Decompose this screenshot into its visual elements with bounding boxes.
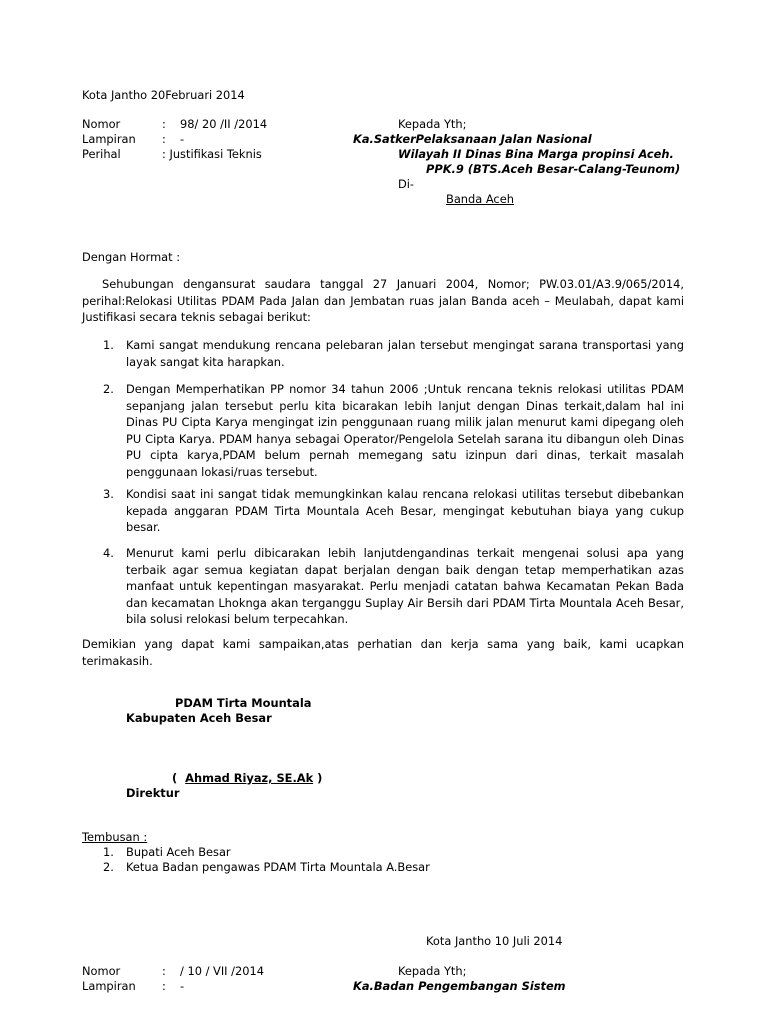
nomor-colon-2: :	[162, 964, 166, 978]
nomor-label: Nomor	[82, 117, 121, 131]
recipient-line-3: PPK.9 (BTS.Aceh Besar-Calang-Teunom)	[426, 162, 681, 176]
recipient-line-2: Wilayah II Dinas Bina Marga propinsi Aceh.	[398, 147, 674, 161]
recipient-di: Di-	[398, 177, 415, 191]
recipient-city: Banda Aceh	[446, 192, 514, 206]
lampiran-value: -	[180, 132, 185, 146]
org-name: PDAM Tirta Mountala	[175, 696, 312, 710]
signer-title: Direktur	[126, 786, 180, 800]
lampiran-label: Lampiran	[82, 132, 136, 146]
lampiran-row	[82, 131, 184, 147]
lampiran-value-2: -	[180, 979, 185, 993]
list-item-text: Menurut kami perlu dibicarakan lebih lanjutdengandinas terkait mengenai solusi apa yang terbaik agar semua kegiatan dapat berjalan dengan baik dengan tetap memperhatikan azas manfaat untuk kepentingan masyarakat. Perlu menjadi catatan bahwa Kecamatan Pekan Bada dan kecamatan Lhoknga akan terganggu Suplay Air Bersih dari PDAM Tirta Mountala Aceh Besar, bila solusi relokasi belum terpecahkan.	[126, 546, 684, 626]
lampiran-row-2	[82, 978, 184, 994]
list-item-text: Dengan Memperhatikan PP nomor 34 tahun 2006 ;Untuk rencana teknis relokasi utilitas PDAM sepanjang jalan tersebut perlu kita bicarakan lebih lanjut dengan Dinas terkait,dalam hal ini Dinas PU Cipta Karya mengingat izin penggunaan ruang milik jalan menurut kami dipegang oleh PU Cipta Karya. PDAM hanya sebagai Operator/Pengelola Setelah sarana itu dibangun oleh Dinas PU cipta karya,PDAM belum pernah memegang satu izinpun dari dinas, terkait masalah penggunaan lokasi/ruas tersebut.	[126, 382, 684, 479]
recipient-line-1: Ka.SatkerPelaksanaan Jalan Nasional	[353, 132, 592, 146]
tembusan-item-text: Bupati Aceh Besar	[126, 845, 231, 859]
list-item-number: 4.	[103, 546, 114, 560]
nomor-value: 98/ 20 /II /2014	[180, 117, 268, 131]
recipient-line-1-2: Ka.Badan Pengembangan Sistem	[353, 979, 566, 993]
perihal-row	[82, 146, 262, 162]
list-item	[103, 486, 684, 536]
lampiran-colon-2: :	[162, 979, 166, 993]
place-date: Kota Jantho 20Februari 2014	[82, 88, 245, 102]
intro-paragraph: Sehubungan dengansurat saudara tanggal 27 Januari 2004, Nomor; PW.03.01/A3.9/065/2014, perihal:Relokasi Utilitas PDAM Pada Jalan dan Jembatan ruas jalan Banda aceh – Meulabah, dapat kami Justifikasi secara teknis sebagai berikut:	[82, 277, 684, 324]
lampiran-label-2: Lampiran	[82, 979, 136, 993]
nomor-value-2: / 10 / VII /2014	[180, 964, 264, 978]
salutation: Dengan Hormat :	[82, 250, 181, 264]
nomor-row-2	[82, 963, 264, 979]
tembusan-item-number: 1.	[103, 845, 114, 859]
tembusan-item	[103, 844, 684, 860]
list-item	[103, 545, 684, 628]
list-item-text: Kondisi saat ini sangat tidak memungkinkan kalau rencana relokasi utilitas tersebut dibebankan kepada anggaran PDAM Tirta Mountala Aceh Besar, mengingat kebutuhan biaya yang cukup besar.	[126, 487, 684, 534]
signer-name	[172, 770, 322, 786]
list-item	[103, 337, 684, 370]
org-regency: Kabupaten Aceh Besar	[126, 711, 272, 725]
list-item-number: 2.	[103, 382, 114, 396]
tembusan-label: Tembusan :	[82, 830, 148, 844]
tembusan-item-text: Ketua Badan pengawas PDAM Tirta Mountala A.Besar	[126, 860, 430, 874]
tembusan-item	[103, 859, 684, 875]
perihal-label: Perihal	[82, 147, 121, 161]
list-item-text: Kami sangat mendukung rencana pelebaran jalan tersebut mengingat sarana transportasi yang layak sangat kita harapkan.	[126, 338, 684, 369]
list-item-number: 1.	[103, 338, 114, 352]
nomor-row	[82, 116, 267, 132]
signer-name-text: Ahmad Riyaz, SE.Ak	[185, 771, 314, 785]
kepada-yth: Kepada Yth;	[398, 117, 467, 131]
perihal-value: : Justifikasi Teknis	[162, 147, 262, 161]
closing-paragraph: Demikian yang dapat kami sampaikan,atas perhatian dan kerja sama yang baik, kami ucapkan terimakasih.	[82, 637, 684, 668]
kepada-yth-2: Kepada Yth;	[398, 964, 467, 978]
signer-close-paren: )	[317, 771, 323, 785]
list-item	[103, 381, 684, 480]
place-date-2: Kota Jantho 10 Juli 2014	[426, 934, 563, 948]
signer-open-paren: (	[172, 771, 178, 785]
list-item-number: 3.	[103, 487, 114, 501]
lampiran-colon: :	[162, 132, 166, 146]
nomor-label-2: Nomor	[82, 964, 121, 978]
nomor-colon: :	[162, 117, 166, 131]
tembusan-item-number: 2.	[103, 860, 114, 874]
